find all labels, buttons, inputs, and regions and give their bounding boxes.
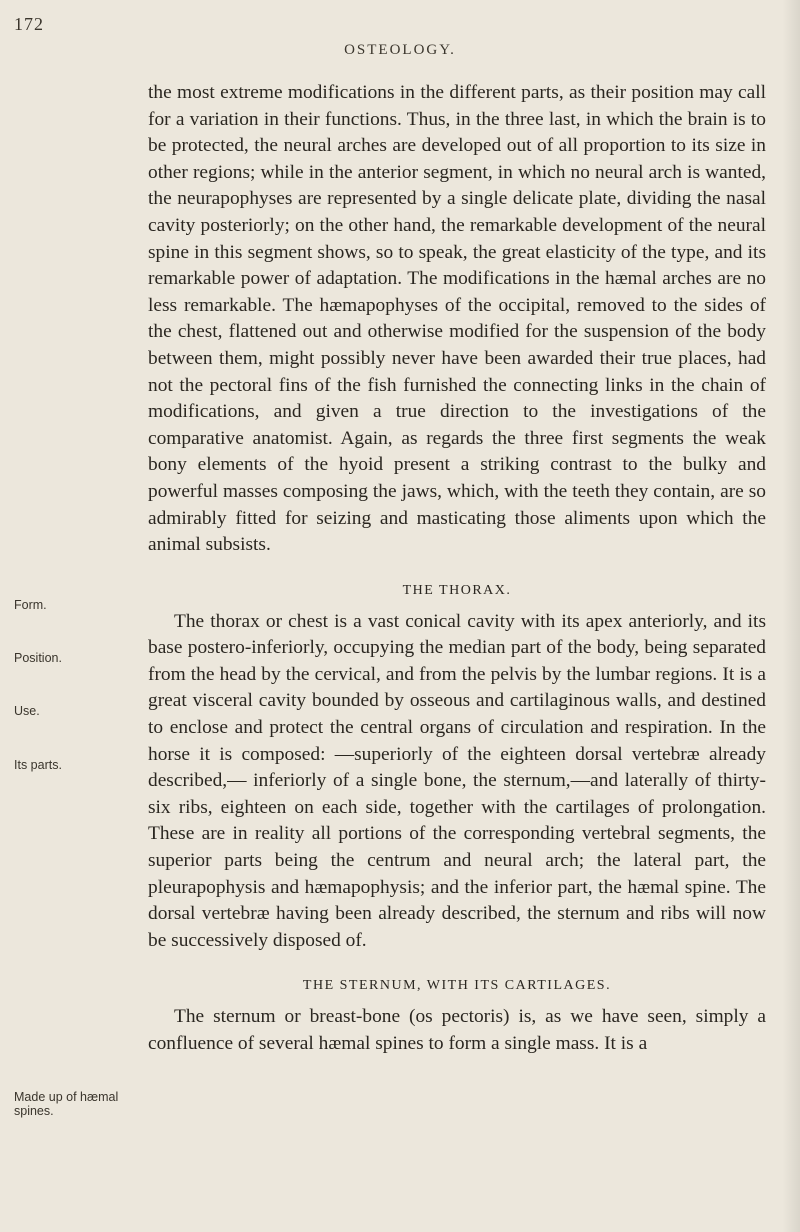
section-heading-thorax: THE THORAX. (402, 582, 512, 598)
margin-note-form: Form. (14, 598, 47, 612)
paragraph-thorax: The thorax or chest is a vast conical cavity with its apex anteriorly, and its base postero-inferiorly, occupying the median part of the body, being separated from the head by the cervical, and from the pelvis by the lumbar regions. It is a great visceral cavity bounded by osseous and cartilaginous walls, and destined to enclose and protect the central organs of circulation and respiration. In the horse it is composed: —superiorly of the eighteen dorsal vertebræ already described,— inferiorly of a single bone, the sternum,—and laterally of thirty-six ribs, eighteen on each side, together with the cartilages of prolongation. These are in reality all portions of the corresponding vertebral segments, the superior parts being the centrum and neural arch; the lateral part, the pleurapophysis and hæmapophysis; and the inferior part, the hæmal spine. The dorsal vertebræ having been already described, the sternum and ribs will now be successively disposed of. (148, 610, 766, 951)
paragraph-intro: the most extreme modifications in the different parts, as their position may call for a variation in their functions. Thus, in the three last, in which the brain is to be protected, the neural arches are developed out of all proportion to its size in other regions; while in the anterior segment, in which no neural arch is wanted, the neurapophyses are represented by a single delicate plate, dividing the nasal cavity posteriorly; on the other hand, the remarkable development of the neural spine in this segment shows, so to speak, the great elasticity of the type, and its remarkable power of adaptation. The modifications in the hæmal arches are no less remarkable. The hæmapophyses of the occipital, removed to the sides of the chest, flattened out and otherwise modified for the suspension of the body between them, might possibly never have been awarded their true places, had not the pectoral fins of the fish furnished the connecting links in the chain of modifications, and given a true direction to the investigations of the comparative anatomist. Again, as regards the three first segments the weak bony elements of the hyoid present a striking contrast to the bulky and powerful masses composing the jaws, which, with the teeth they contain, are so admirably fitted for seizing and masticating those aliments upon which the animal subsists. (148, 82, 766, 556)
body-text (148, 80, 766, 1058)
margin-note-use: Use. (14, 704, 40, 718)
margin-note-made-up: Made up of hæmal spines. (14, 1090, 119, 1118)
page-edge-shadow (782, 0, 800, 1232)
margin-note-position: Position. (14, 651, 62, 665)
section-heading-sternum: THE STERNUM, WITH ITS CARTILAGES. (302, 978, 612, 994)
margin-note-its-parts: Its parts. (14, 758, 62, 772)
running-head: OSTEOLOGY. (344, 42, 456, 58)
paragraph-sternum: The sternum or breast-bone (os pectoris) is, as we have seen, simply a confluence of several hæmal spines to form a single mass. It is a (148, 1006, 766, 1054)
page-number: 172 (14, 14, 44, 34)
